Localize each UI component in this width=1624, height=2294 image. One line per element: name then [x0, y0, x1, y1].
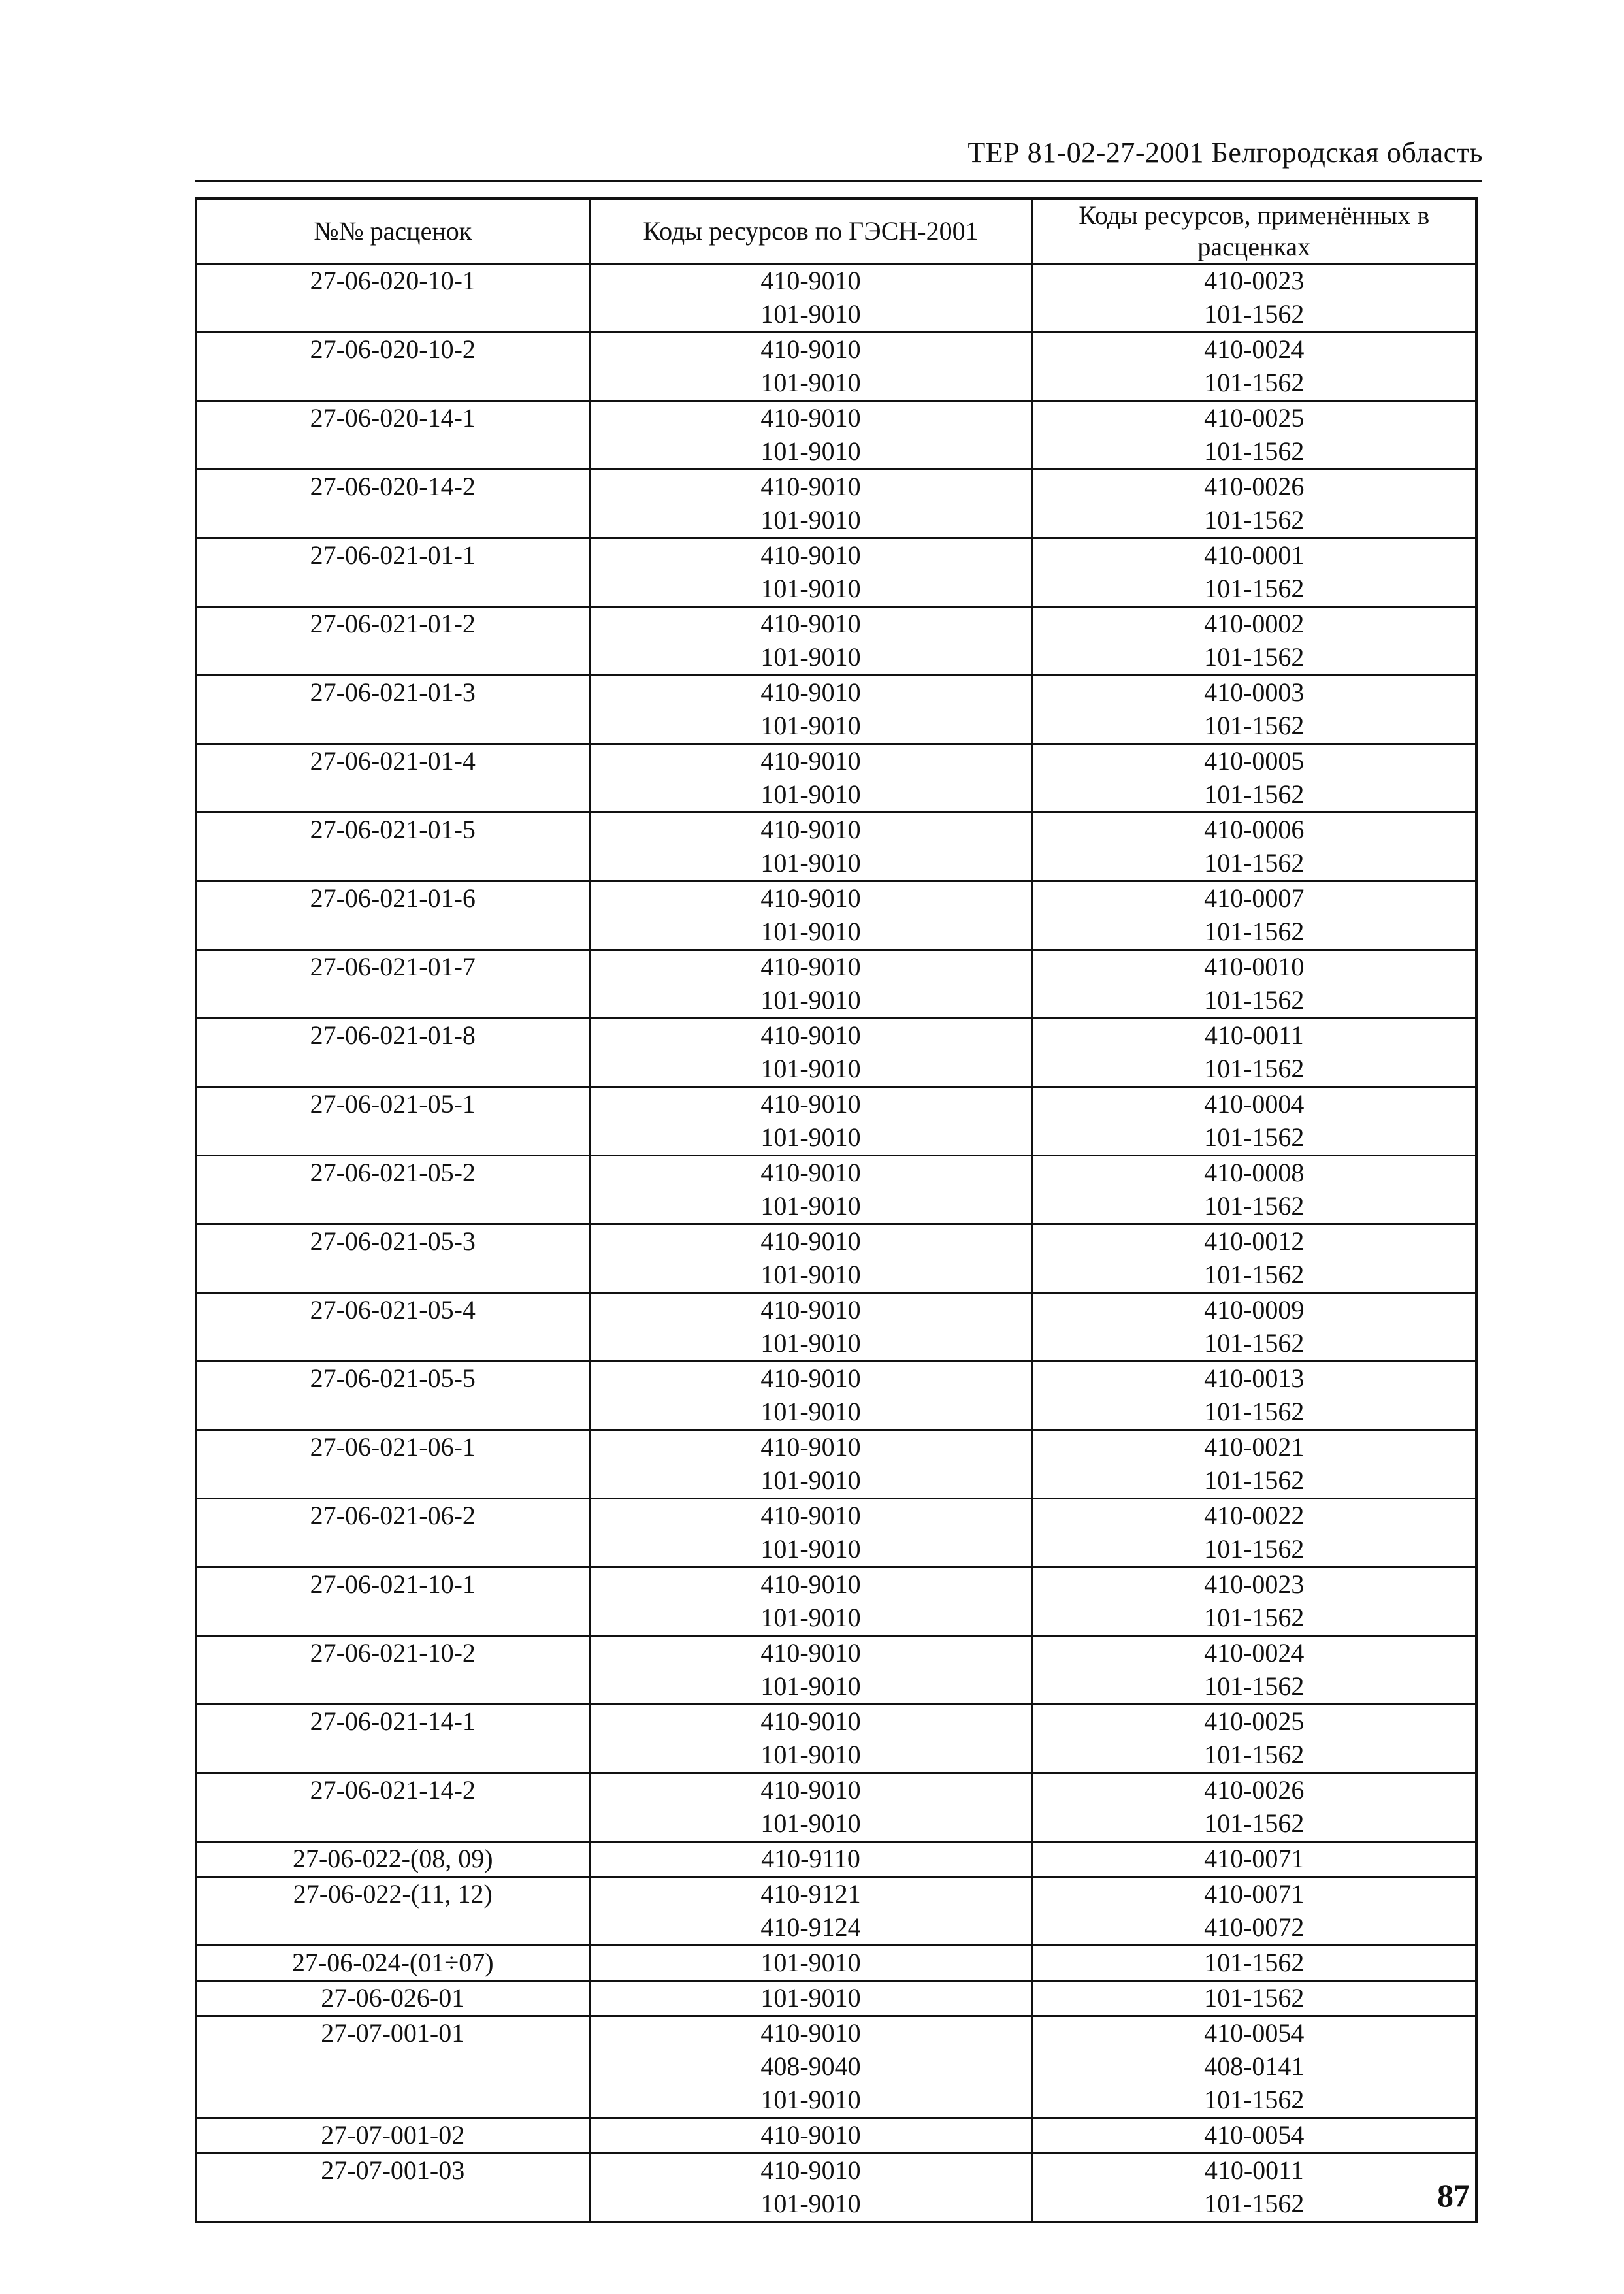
table-row	[196, 1224, 1476, 1259]
applied-code-cell: 101-1562	[1032, 2187, 1476, 2222]
gesn-code-cell: 101-9010	[589, 1946, 1032, 1981]
rate-number-cell: 27-06-021-01-3	[196, 676, 589, 710]
applied-code-cell: 410-0003	[1032, 676, 1476, 710]
rate-number-cell	[196, 504, 589, 538]
table-row	[196, 1121, 1476, 1156]
table-row	[196, 2084, 1476, 2118]
table-row	[196, 1053, 1476, 1087]
table-row	[196, 1362, 1476, 1396]
table-row	[196, 1567, 1476, 1602]
table-header-row	[196, 199, 1476, 264]
table-row	[196, 1087, 1476, 1122]
applied-code-cell: 101-1562	[1032, 1053, 1476, 1087]
table-row	[196, 333, 1476, 367]
applied-code-cell: 408-0141	[1032, 2050, 1476, 2084]
applied-code-cell: 410-0054	[1032, 2118, 1476, 2154]
gesn-code-cell: 410-9010	[589, 1567, 1032, 1602]
gesn-code-cell: 101-9010	[589, 641, 1032, 676]
applied-code-cell: 410-0054	[1032, 2016, 1476, 2051]
table-row	[196, 607, 1476, 642]
applied-code-cell: 101-1562	[1032, 504, 1476, 538]
rate-number-cell: 27-06-021-01-1	[196, 538, 589, 573]
rate-number-cell	[196, 710, 589, 744]
column-header-rate-number: №№ расценок	[196, 199, 589, 264]
rate-number-cell: 27-06-026-01	[196, 1981, 589, 2016]
rate-number-cell	[196, 1258, 589, 1293]
table-row	[196, 915, 1476, 950]
applied-code-cell: 410-0012	[1032, 1224, 1476, 1259]
gesn-code-cell: 101-9010	[589, 2084, 1032, 2118]
gesn-code-cell: 410-9010	[589, 607, 1032, 642]
gesn-code-cell: 101-9010	[589, 1121, 1032, 1156]
rate-number-cell	[196, 1464, 589, 1499]
applied-code-cell: 410-0071	[1032, 1877, 1476, 1912]
applied-code-cell: 410-0010	[1032, 950, 1476, 985]
gesn-code-cell: 101-9010	[589, 1190, 1032, 1224]
rate-number-cell: 27-06-021-05-2	[196, 1156, 589, 1190]
rate-number-cell: 27-06-020-14-2	[196, 470, 589, 504]
gesn-code-cell: 101-9010	[589, 1533, 1032, 1567]
table-row	[196, 1293, 1476, 1328]
gesn-code-cell: 410-9010	[589, 1156, 1032, 1190]
table-row	[196, 2154, 1476, 2188]
gesn-code-cell: 101-9010	[589, 1053, 1032, 1087]
applied-code-cell: 410-0001	[1032, 538, 1476, 573]
rate-number-cell: 27-06-022-(08, 09)	[196, 1842, 589, 1877]
gesn-code-cell: 101-9010	[589, 1396, 1032, 1430]
rate-number-cell	[196, 1601, 589, 1636]
rate-number-cell	[196, 778, 589, 813]
table-row	[196, 1705, 1476, 1739]
applied-code-cell: 410-0021	[1032, 1430, 1476, 1465]
gesn-code-cell: 410-9010	[589, 1362, 1032, 1396]
table-body	[196, 264, 1476, 2223]
applied-code-cell: 101-1562	[1032, 1464, 1476, 1499]
table-row	[196, 1019, 1476, 1053]
rate-number-cell: 27-06-021-01-6	[196, 881, 589, 916]
applied-code-cell: 410-0025	[1032, 1705, 1476, 1739]
rate-number-cell	[196, 572, 589, 607]
table-row	[196, 813, 1476, 847]
table-row	[196, 1430, 1476, 1465]
gesn-code-cell: 101-9010	[589, 984, 1032, 1019]
gesn-code-cell: 410-9010	[589, 264, 1032, 299]
table-row	[196, 1396, 1476, 1430]
rate-number-cell	[196, 1053, 589, 1087]
applied-code-cell: 101-1562	[1032, 710, 1476, 744]
applied-code-cell: 101-1562	[1032, 915, 1476, 950]
rate-number-cell: 27-06-021-14-1	[196, 1705, 589, 1739]
table-row	[196, 847, 1476, 881]
gesn-code-cell: 410-9010	[589, 1636, 1032, 1671]
gesn-code-cell: 410-9124	[589, 1911, 1032, 1946]
rate-number-cell	[196, 1327, 589, 1362]
table-row	[196, 264, 1476, 299]
table-row	[196, 1499, 1476, 1533]
rate-number-cell	[196, 1190, 589, 1224]
applied-code-cell: 101-1562	[1032, 1601, 1476, 1636]
table-row	[196, 1601, 1476, 1636]
rate-number-cell: 27-06-021-01-2	[196, 607, 589, 642]
table-row	[196, 572, 1476, 607]
rate-number-cell: 27-06-021-05-5	[196, 1362, 589, 1396]
gesn-code-cell: 101-9010	[589, 1981, 1032, 2016]
applied-code-cell: 410-0006	[1032, 813, 1476, 847]
gesn-code-cell: 101-9010	[589, 572, 1032, 607]
table-row	[196, 2050, 1476, 2084]
rate-number-cell	[196, 2050, 589, 2084]
rate-number-cell: 27-06-021-01-4	[196, 744, 589, 779]
gesn-code-cell: 410-9010	[589, 333, 1032, 367]
gesn-code-cell: 410-9121	[589, 1877, 1032, 1912]
rate-number-cell: 27-06-021-05-1	[196, 1087, 589, 1122]
rate-number-cell: 27-06-020-10-2	[196, 333, 589, 367]
applied-code-cell: 410-0022	[1032, 1499, 1476, 1533]
rate-number-cell: 27-06-021-06-1	[196, 1430, 589, 1465]
gesn-code-cell: 101-9010	[589, 298, 1032, 333]
gesn-code-cell: 410-9010	[589, 1705, 1032, 1739]
rate-number-cell	[196, 1807, 589, 1842]
gesn-code-cell: 101-9010	[589, 504, 1032, 538]
table-row	[196, 2187, 1476, 2222]
rate-number-cell	[196, 1396, 589, 1430]
table-row	[196, 1464, 1476, 1499]
gesn-code-cell: 410-9010	[589, 1224, 1032, 1259]
rate-number-cell: 27-06-021-01-8	[196, 1019, 589, 1053]
rate-number-cell: 27-06-021-05-4	[196, 1293, 589, 1328]
applied-code-cell: 101-1562	[1032, 2084, 1476, 2118]
applied-code-cell: 410-0026	[1032, 1773, 1476, 1808]
gesn-code-cell: 101-9010	[589, 435, 1032, 470]
rate-number-cell	[196, 984, 589, 1019]
applied-code-cell: 101-1562	[1032, 572, 1476, 607]
gesn-code-cell: 410-9010	[589, 538, 1032, 573]
gesn-code-cell: 410-9010	[589, 2118, 1032, 2154]
gesn-code-cell: 101-9010	[589, 1464, 1032, 1499]
rate-number-cell	[196, 1911, 589, 1946]
rate-number-cell	[196, 641, 589, 676]
applied-code-cell: 410-0013	[1032, 1362, 1476, 1396]
applied-code-cell: 410-0025	[1032, 401, 1476, 436]
gesn-code-cell: 410-9010	[589, 676, 1032, 710]
gesn-code-cell: 101-9010	[589, 847, 1032, 881]
applied-code-cell: 101-1562	[1032, 1190, 1476, 1224]
gesn-code-cell: 410-9010	[589, 470, 1032, 504]
rate-number-cell: 27-06-021-01-5	[196, 813, 589, 847]
rate-number-cell	[196, 2084, 589, 2118]
applied-code-cell: 410-0011	[1032, 1019, 1476, 1053]
applied-code-cell: 101-1562	[1032, 1739, 1476, 1773]
table-row	[196, 1670, 1476, 1705]
applied-code-cell: 101-1562	[1032, 298, 1476, 333]
applied-code-cell: 410-0023	[1032, 1567, 1476, 1602]
rate-number-cell	[196, 1533, 589, 1567]
column-header-applied-codes: Коды ресурсов, применённых в расценках	[1032, 199, 1476, 264]
applied-code-cell: 101-1562	[1032, 778, 1476, 813]
table-row	[196, 1327, 1476, 1362]
table-row	[196, 401, 1476, 436]
table-row	[196, 778, 1476, 813]
table-row	[196, 1877, 1476, 1912]
rate-number-cell: 27-06-021-05-3	[196, 1224, 589, 1259]
gesn-code-cell: 410-9010	[589, 1087, 1032, 1122]
rate-number-cell: 27-06-020-14-1	[196, 401, 589, 436]
gesn-code-cell: 101-9010	[589, 367, 1032, 401]
table-row	[196, 1636, 1476, 1671]
applied-code-cell: 101-1562	[1032, 847, 1476, 881]
applied-code-cell: 101-1562	[1032, 1807, 1476, 1842]
table-row	[196, 881, 1476, 916]
applied-code-cell: 101-1562	[1032, 1670, 1476, 1705]
applied-code-cell: 101-1562	[1032, 1981, 1476, 2016]
rate-number-cell: 27-06-021-10-2	[196, 1636, 589, 1671]
table-row	[196, 367, 1476, 401]
gesn-code-cell: 410-9010	[589, 1773, 1032, 1808]
rate-number-cell: 27-06-021-10-1	[196, 1567, 589, 1602]
table-row	[196, 744, 1476, 779]
rate-number-cell	[196, 2187, 589, 2222]
rate-number-cell: 27-07-001-01	[196, 2016, 589, 2051]
table-row	[196, 298, 1476, 333]
rate-number-cell: 27-07-001-02	[196, 2118, 589, 2154]
rate-number-cell: 27-06-021-06-2	[196, 1499, 589, 1533]
applied-code-cell: 410-0072	[1032, 1911, 1476, 1946]
table-row	[196, 504, 1476, 538]
gesn-code-cell: 410-9110	[589, 1842, 1032, 1877]
header-rule	[195, 180, 1482, 182]
gesn-code-cell: 410-9010	[589, 881, 1032, 916]
resource-codes-table	[195, 197, 1478, 2223]
gesn-code-cell: 410-9010	[589, 1430, 1032, 1465]
rate-number-cell: 27-06-022-(11, 12)	[196, 1877, 589, 1912]
rate-number-cell	[196, 1121, 589, 1156]
table-row	[196, 984, 1476, 1019]
applied-code-cell: 101-1562	[1032, 1533, 1476, 1567]
page-number: 87	[1437, 2177, 1470, 2214]
gesn-code-cell: 101-9010	[589, 2187, 1032, 2222]
gesn-code-cell: 410-9010	[589, 1019, 1032, 1053]
table-row	[196, 470, 1476, 504]
rate-number-cell: 27-06-024-(01÷07)	[196, 1946, 589, 1981]
gesn-code-cell: 410-9010	[589, 2154, 1032, 2188]
table-row	[196, 1739, 1476, 1773]
table-row	[196, 1156, 1476, 1190]
gesn-code-cell: 410-9010	[589, 950, 1032, 985]
table-row	[196, 1773, 1476, 1808]
applied-code-cell: 101-1562	[1032, 1121, 1476, 1156]
applied-code-cell: 410-0026	[1032, 470, 1476, 504]
rate-number-cell	[196, 915, 589, 950]
gesn-code-cell: 408-9040	[589, 2050, 1032, 2084]
table-row	[196, 950, 1476, 985]
table-row	[196, 1533, 1476, 1567]
table-row	[196, 1911, 1476, 1946]
gesn-code-cell: 410-9010	[589, 1499, 1032, 1533]
gesn-code-cell: 101-9010	[589, 1258, 1032, 1293]
gesn-code-cell: 101-9010	[589, 1807, 1032, 1842]
table-row	[196, 1946, 1476, 1981]
table-row	[196, 2118, 1476, 2154]
rate-number-cell	[196, 1739, 589, 1773]
applied-code-cell: 410-0024	[1032, 1636, 1476, 1671]
gesn-code-cell: 101-9010	[589, 915, 1032, 950]
gesn-code-cell: 101-9010	[589, 1739, 1032, 1773]
rate-number-cell	[196, 298, 589, 333]
table-row	[196, 2016, 1476, 2051]
applied-code-cell: 410-0071	[1032, 1842, 1476, 1877]
applied-code-cell: 410-0024	[1032, 333, 1476, 367]
applied-code-cell: 101-1562	[1032, 1396, 1476, 1430]
table-row	[196, 435, 1476, 470]
applied-code-cell: 410-0011	[1032, 2154, 1476, 2188]
rate-number-cell	[196, 847, 589, 881]
rate-number-cell: 27-06-020-10-1	[196, 264, 589, 299]
gesn-code-cell: 101-9010	[589, 1327, 1032, 1362]
gesn-code-cell: 101-9010	[589, 778, 1032, 813]
applied-code-cell: 410-0008	[1032, 1156, 1476, 1190]
applied-code-cell: 410-0007	[1032, 881, 1476, 916]
table-row	[196, 1190, 1476, 1224]
applied-code-cell: 101-1562	[1032, 1258, 1476, 1293]
table-row	[196, 538, 1476, 573]
table-row	[196, 710, 1476, 744]
gesn-code-cell: 410-9010	[589, 401, 1032, 436]
rate-number-cell	[196, 367, 589, 401]
applied-code-cell: 101-1562	[1032, 984, 1476, 1019]
table-row	[196, 676, 1476, 710]
table-row	[196, 1807, 1476, 1842]
applied-code-cell: 101-1562	[1032, 641, 1476, 676]
gesn-code-cell: 410-9010	[589, 1293, 1032, 1328]
applied-code-cell: 101-1562	[1032, 367, 1476, 401]
applied-code-cell: 101-1562	[1032, 1327, 1476, 1362]
gesn-code-cell: 101-9010	[589, 710, 1032, 744]
applied-code-cell: 101-1562	[1032, 1946, 1476, 1981]
applied-code-cell: 410-0002	[1032, 607, 1476, 642]
gesn-code-cell: 410-9010	[589, 744, 1032, 779]
rate-number-cell	[196, 1670, 589, 1705]
gesn-code-cell: 101-9010	[589, 1601, 1032, 1636]
applied-code-cell: 410-0005	[1032, 744, 1476, 779]
gesn-code-cell: 410-9010	[589, 2016, 1032, 2051]
rate-number-cell: 27-06-021-14-2	[196, 1773, 589, 1808]
table-row	[196, 641, 1476, 676]
rate-number-cell: 27-06-021-01-7	[196, 950, 589, 985]
table-row	[196, 1258, 1476, 1293]
gesn-code-cell: 410-9010	[589, 813, 1032, 847]
gesn-code-cell: 101-9010	[589, 1670, 1032, 1705]
applied-code-cell: 410-0004	[1032, 1087, 1476, 1122]
rate-number-cell: 27-07-001-03	[196, 2154, 589, 2188]
column-header-gesn-codes: Коды ресурсов по ГЭСН-2001	[589, 199, 1032, 264]
applied-code-cell: 410-0023	[1032, 264, 1476, 299]
applied-code-cell: 101-1562	[1032, 435, 1476, 470]
page-header: ТЕР 81-02-27-2001 Белгородская область	[967, 137, 1483, 169]
table-row	[196, 1981, 1476, 2016]
rate-number-cell	[196, 435, 589, 470]
table-row	[196, 1842, 1476, 1877]
applied-code-cell: 410-0009	[1032, 1293, 1476, 1328]
